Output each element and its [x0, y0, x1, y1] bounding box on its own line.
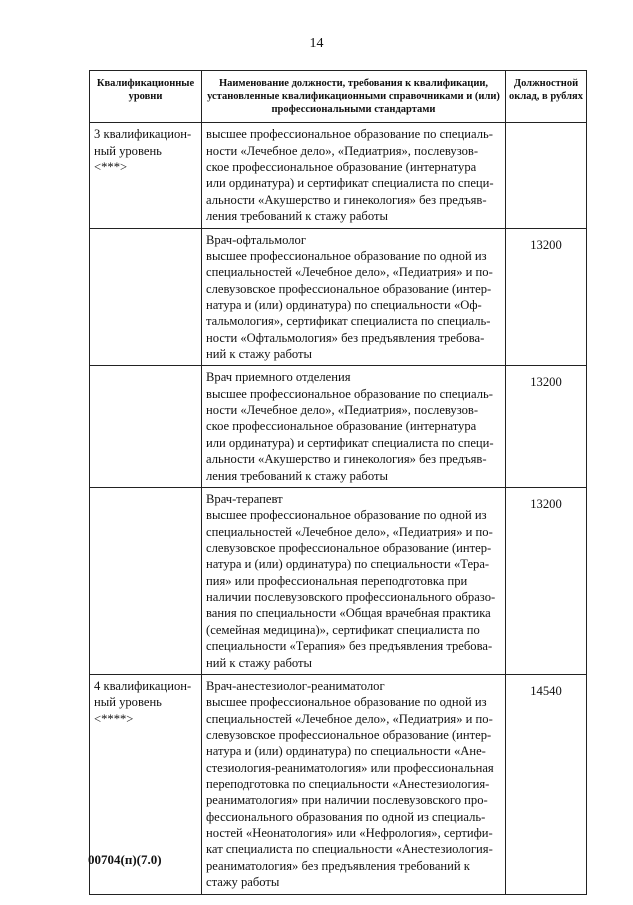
header-level: Квалификационные уровни	[90, 71, 202, 123]
salary-cell: 14540	[506, 674, 587, 894]
table-row	[90, 674, 587, 894]
position-cell	[202, 123, 506, 228]
level-cell	[90, 228, 202, 366]
salary-cell: 13200	[506, 487, 587, 674]
salary-cell	[506, 123, 587, 228]
position-title: Врач-анестезиолог-реаниматолог	[206, 678, 385, 693]
page-number: 14	[309, 36, 324, 51]
position-requirements: высшее профессиональное образование по специаль- ности «Лечебное дело», «Педиатрия», послевузов- ское профессиональное образование (интернатура или ординатура) и сертификат специалиста по специ- альности «Акушерство и гинекология» без предъяв- ления требований к стажу работы	[206, 386, 494, 483]
position-title: Врач-терапевт	[206, 491, 283, 506]
position-cell	[202, 674, 506, 894]
position-requirements: высшее профессиональное образование по одной из специальностей «Лечебное дело», «Педиатрия» и по- слевузовское профессиональное образование (интер- натура и (или) ординатура) по специальности «Ане- стезиология-реаниматология» или профессиональная переподготовка по специальности «Анестезиология- реаниматология» при наличии послевузовского про- фессионального образования по одной из специаль- ностей «Неонатология» или «Нефрология», сертифи- кат специалиста по специальности «Анестезиология- реаниматология» без предъявления требований к стажу работы	[206, 695, 494, 890]
position-cell	[202, 366, 506, 488]
qualification-table	[89, 70, 587, 895]
table-row	[90, 366, 587, 488]
document-code: 00704(п)(7.0)	[88, 852, 162, 867]
salary-cell: 13200	[506, 366, 587, 488]
table-row	[90, 228, 587, 366]
position-title: Врач-офтальмолог	[206, 232, 306, 247]
level-cell: 3 квалификацион- ный уровень <***>	[90, 123, 202, 228]
position-cell	[202, 228, 506, 366]
header-salary: Должностной оклад, в рублях	[506, 71, 587, 123]
position-title: Врач приемного отделения	[206, 370, 351, 385]
position-cell	[202, 487, 506, 674]
position-requirements: высшее профессиональное образование по специаль- ности «Лечебное дело», «Педиатрия», послевузов- ское профессиональное образование (интернатура или ординатура) и сертификат специалиста по специ- альности «Акушерство и гинекология» без предъяв- ления требований к стажу работы	[206, 127, 494, 224]
position-requirements: высшее профессиональное образование по одной из специальностей «Лечебное дело», «Педиатрия» и по- слевузовское профессиональное образование (интер- натура и (или) ординатура) по специальности «Оф- тальмология», сертификат специалиста по специаль- ности «Офтальмология» без предъявления требова- ний к стажу работы	[206, 248, 493, 362]
level-cell: 4 квалификацион- ный уровень <****>	[90, 674, 202, 894]
table-row	[90, 487, 587, 674]
salary-cell: 13200	[506, 228, 587, 366]
table-header-row	[90, 71, 587, 123]
position-requirements: высшее профессиональное образование по одной из специальностей «Лечебное дело», «Педиатрия» и по- слевузовское профессиональное образование (интер- натура и (или) ординатура) по специальности «Тера- пия» или профессиональная переподготовка при наличии послевузовского профессионального образо- вания по специальности «Общая врачебная практика (семейная медицина)», сертификат специалиста по специальности «Терапия» без предъявления требова- ний к стажу работы	[206, 508, 496, 670]
header-position: Наименование должности, требования к квалификации, установленные квалификационными справочниками и (или) профессиональными стандартами	[202, 71, 506, 123]
level-cell	[90, 487, 202, 674]
level-cell	[90, 366, 202, 488]
table-row	[90, 123, 587, 228]
